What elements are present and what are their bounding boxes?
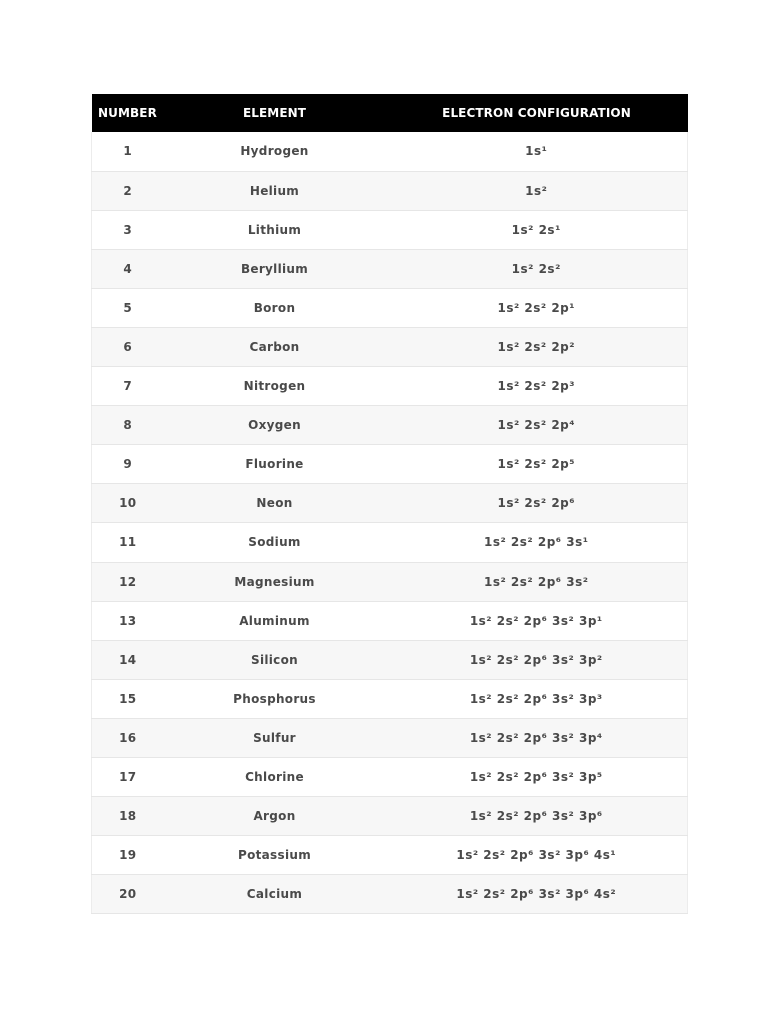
cell-configuration: 1s² 2s² 2p⁵	[497, 457, 576, 472]
cell-element: Boron	[253, 300, 296, 315]
table-header	[92, 94, 688, 132]
cell-element: Sodium	[248, 535, 301, 550]
header-row	[92, 94, 688, 132]
cell-element: Sulfur	[253, 730, 296, 745]
cell-configuration: 1s² 2s² 2p⁶ 3s² 3p⁶	[469, 809, 603, 824]
cell-element: Phosphorus	[233, 691, 316, 706]
cell-configuration: 1s² 2s¹	[511, 222, 561, 237]
cell-number: 15	[119, 691, 137, 706]
table-row	[92, 718, 688, 757]
cell-element: Fluorine	[245, 457, 304, 472]
cell-number: 5	[123, 300, 133, 315]
table-row	[92, 484, 688, 523]
cell-configuration: 1s² 2s²	[511, 261, 561, 276]
cell-element: Silicon	[251, 652, 298, 667]
table-row	[92, 758, 688, 797]
cell-configuration: 1s² 2s² 2p⁶ 3s² 3p³	[469, 691, 603, 706]
table-row	[92, 249, 688, 288]
table-body	[92, 132, 688, 914]
cell-element: Magnesium	[234, 574, 315, 589]
table-row	[92, 562, 688, 601]
cell-number: 20	[119, 887, 137, 902]
table-row	[92, 210, 688, 249]
cell-number: 9	[123, 457, 133, 472]
cell-number: 16	[119, 730, 137, 745]
table-row	[92, 836, 688, 875]
cell-number: 8	[123, 418, 133, 433]
table-row	[92, 288, 688, 327]
cell-configuration: 1s² 2s² 2p¹	[497, 300, 576, 315]
cell-configuration: 1s² 2s² 2p⁶	[497, 496, 576, 511]
table-row	[92, 367, 688, 406]
electron-configuration-table-container	[91, 94, 687, 914]
cell-number: 1	[123, 144, 133, 159]
cell-element: Beryllium	[240, 261, 309, 276]
cell-element: Helium	[249, 183, 300, 198]
cell-number: 6	[123, 340, 133, 355]
cell-number: 18	[119, 809, 137, 824]
cell-number: 14	[119, 652, 137, 667]
cell-number: 17	[119, 770, 137, 785]
cell-configuration: 1s² 2s² 2p⁶ 3s² 3p²	[469, 652, 603, 667]
cell-configuration: 1s² 2s² 2p³	[497, 379, 576, 394]
table-row	[92, 523, 688, 562]
table-row	[92, 171, 688, 210]
cell-element: Oxygen	[248, 418, 301, 433]
cell-configuration: 1s²	[525, 183, 548, 198]
cell-number: 11	[119, 535, 137, 550]
header-number: NUMBER	[98, 106, 157, 120]
table-row	[92, 640, 688, 679]
table-row	[92, 445, 688, 484]
cell-number: 12	[119, 574, 137, 589]
electron-configuration-table	[91, 94, 688, 914]
cell-number: 10	[119, 496, 137, 511]
table-row	[92, 132, 688, 171]
cell-element: Lithium	[247, 222, 302, 237]
cell-number: 2	[123, 183, 133, 198]
table-row	[92, 875, 688, 914]
cell-element: Nitrogen	[243, 379, 306, 394]
cell-element: Neon	[256, 496, 293, 511]
cell-configuration: 1s² 2s² 2p²	[497, 340, 576, 355]
cell-element: Potassium	[237, 848, 312, 863]
cell-element: Argon	[253, 809, 296, 824]
cell-configuration: 1s¹	[525, 144, 548, 159]
table-row	[92, 797, 688, 836]
cell-element: Chlorine	[245, 770, 304, 785]
cell-configuration: 1s² 2s² 2p⁶ 3s² 3p⁵	[469, 770, 603, 785]
header-element: ELEMENT	[242, 106, 307, 120]
header-configuration: ELECTRON CONFIGURATION	[442, 106, 631, 120]
cell-configuration: 1s² 2s² 2p⁶ 3s²	[484, 574, 589, 589]
cell-configuration: 1s² 2s² 2p⁶ 3s² 3p⁶ 4s¹	[456, 848, 617, 863]
cell-element: Hydrogen	[240, 144, 309, 159]
cell-number: 13	[119, 613, 137, 628]
table-row	[92, 601, 688, 640]
table-row	[92, 327, 688, 366]
cell-element: Aluminum	[239, 613, 310, 628]
cell-configuration: 1s² 2s² 2p⁴	[497, 418, 576, 433]
cell-configuration: 1s² 2s² 2p⁶ 3s² 3p⁶ 4s²	[456, 887, 617, 902]
table-row	[92, 406, 688, 445]
cell-configuration: 1s² 2s² 2p⁶ 3s¹	[484, 535, 589, 550]
cell-configuration: 1s² 2s² 2p⁶ 3s² 3p¹	[469, 613, 603, 628]
cell-number: 3	[123, 222, 133, 237]
cell-element: Calcium	[246, 887, 303, 902]
cell-number: 7	[123, 379, 133, 394]
cell-number: 19	[119, 848, 137, 863]
table-row	[92, 679, 688, 718]
cell-configuration: 1s² 2s² 2p⁶ 3s² 3p⁴	[469, 730, 603, 745]
cell-element: Carbon	[249, 340, 300, 355]
cell-number: 4	[123, 261, 133, 276]
